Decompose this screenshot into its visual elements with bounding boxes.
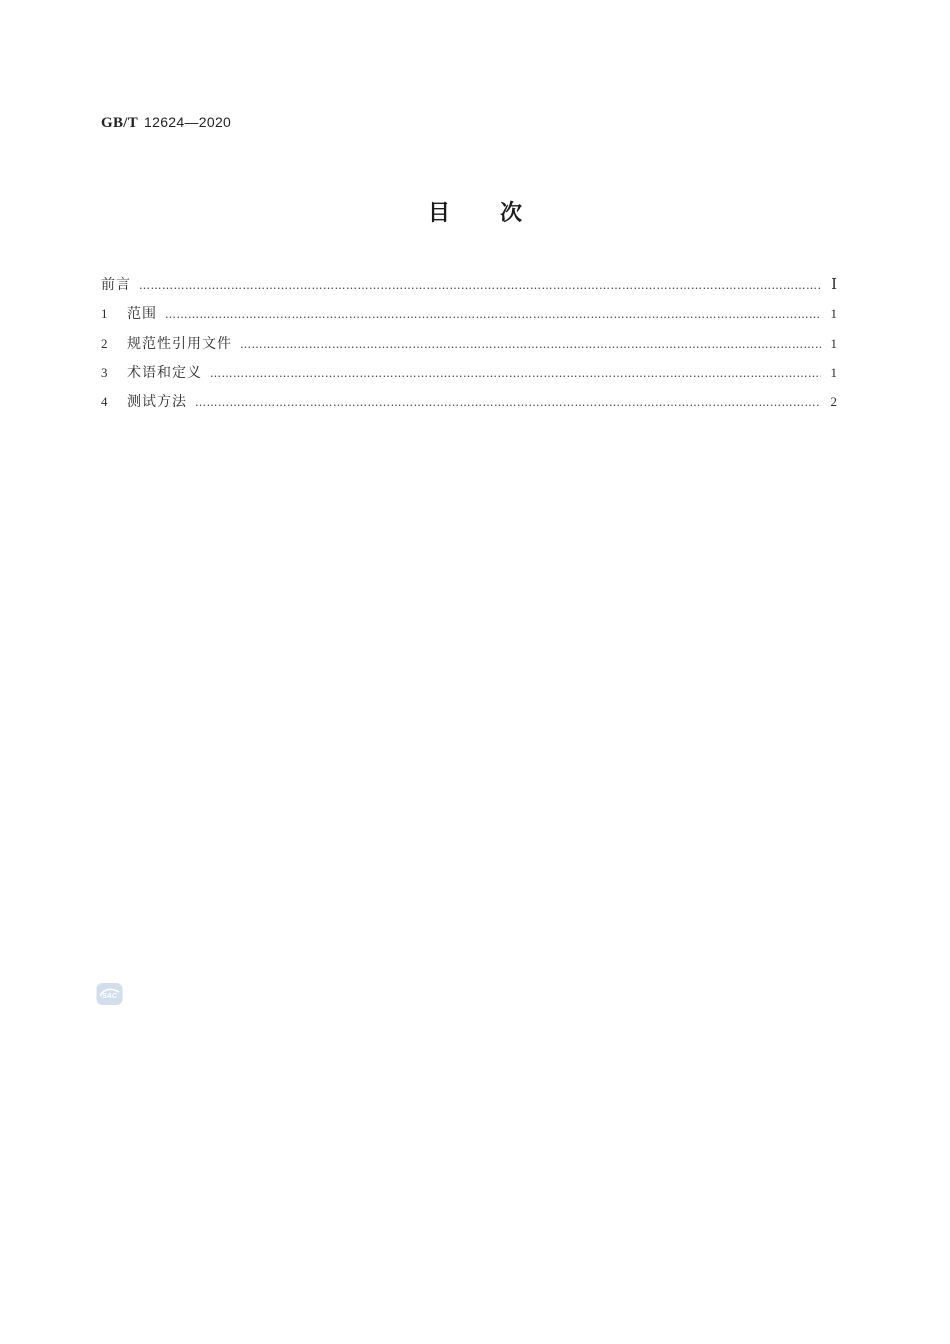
sac-logo-text: SAC: [102, 993, 117, 1000]
toc-list: [101, 274, 837, 420]
toc-entry-number: 2: [101, 335, 108, 351]
toc-entry-label: 前言: [101, 277, 131, 293]
sac-logo-icon: [96, 982, 123, 1006]
toc-entry-page: Ⅰ: [831, 277, 837, 293]
standard-code-header: [101, 114, 231, 132]
toc-entry-page: 1: [830, 364, 837, 380]
toc-dot-leader: [165, 308, 821, 321]
toc-entry-number: 3: [101, 364, 108, 380]
toc-entry-label: 术语和定义: [127, 364, 202, 381]
toc-entry-page: 2: [830, 394, 837, 410]
toc-dot-leader: [240, 338, 821, 351]
toc-entry-normative-references[interactable]: [101, 333, 837, 362]
toc-entry-number: 4: [101, 394, 108, 410]
toc-entry-foreword[interactable]: [101, 274, 837, 303]
toc-entry-page: 1: [830, 335, 837, 351]
toc-entry-label: 测试方法: [127, 394, 187, 411]
toc-entry-test-methods[interactable]: [101, 391, 837, 420]
toc-entry-terms-definitions[interactable]: [101, 362, 837, 391]
toc-title: 目次: [427, 201, 572, 226]
toc-entry-label: 规范性引用文件: [127, 335, 232, 352]
toc-dot-leader: [195, 396, 821, 409]
toc-entry-label: 范围: [127, 306, 157, 323]
toc-entry-scope[interactable]: [101, 303, 837, 332]
toc-dot-leader: [210, 367, 821, 380]
toc-entry-number: 1: [101, 306, 108, 322]
standard-code-number: 12624—2020: [144, 114, 232, 130]
toc-dot-leader: [139, 279, 821, 292]
toc-entry-page: 1: [830, 306, 837, 322]
standard-code-prefix: GB/T: [101, 115, 139, 131]
